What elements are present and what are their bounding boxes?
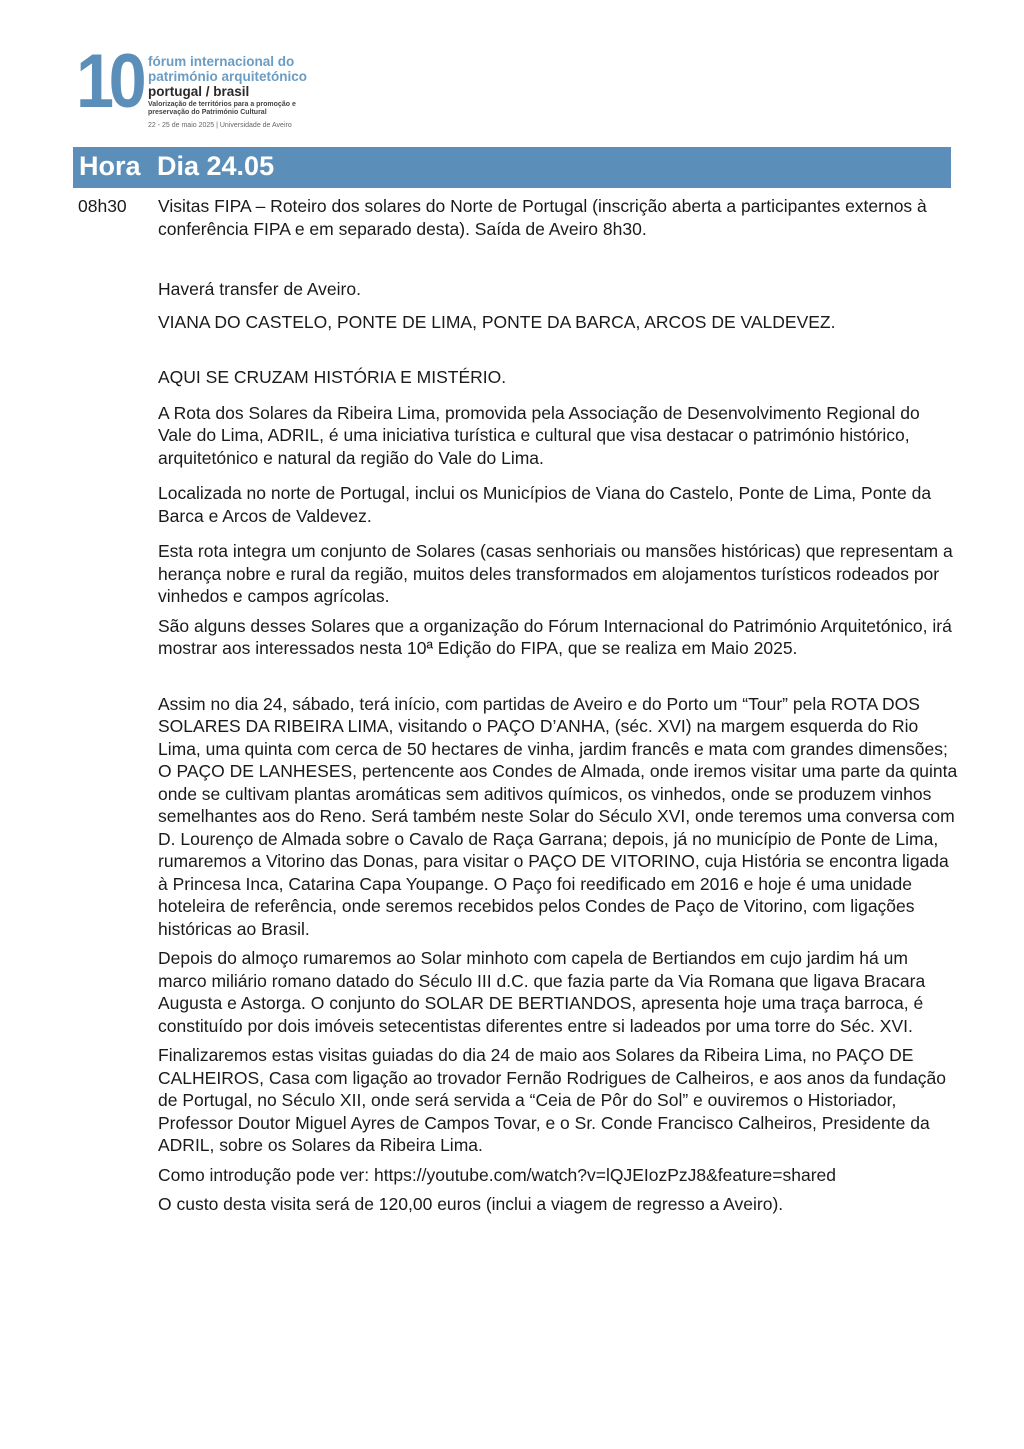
paragraph-rota: A Rota dos Solares da Ribeira Lima, promovida pela Associação de Desenvolvimento Regional do Vale do Lima, ADRIL, é uma iniciativa turística e cultural que visa destacar o património histórico, arquitetónico e natural da região do Vale do Lima. — [158, 402, 920, 468]
logo-number: 10 — [76, 39, 142, 124]
logo-subtitle-1: Valorização de territórios para a promoção e — [148, 101, 296, 108]
header-hora: Hora — [79, 151, 141, 181]
paragraph-tour: Assim no dia 24, sábado, terá início, com partidas de Aveiro e do Porto um “Tour” pela ROTA DOS SOLARES DA RIBEIRA LIMA, visitando o PAÇO D’ANHA, (séc. XVI) na margem esquerda do Rio Lima, uma quinta com cerca de 50 hectares de vinha, jardim francês e mata com grandes dimensões; O PAÇO DE LANHESES, pertencente aos Condes de Almada, onde iremos visitar uma parte da quinta onde se cultivam plantas aromáticas sem aditivos químicos, os vinhedos, onde se produzem vinhos semelhantes aos do Reno. Será também neste Solar do Século XVI, onde teremos uma conversa com D. Lourenço de Almada sobre o Cavalo de Raça Garrana; depois, já no município de Ponte de Lima, rumaremos a Vitorino das Donas, para visitar o PAÇO DE VITORINO, cuja História se encontra ligada à Princesa Inca, Catarina Capa Youpange. O Paço foi reedificado em 2016 e hoje é uma unidade hoteleira de referência, onde seremos recebidos pelos Condes de Paço de Vitorino, com ligações históricas ao Brasil. — [158, 693, 958, 939]
paragraph-almoco: Depois do almoço rumaremos ao Solar minhoto com capela de Bertiandos em cujo jardim há um marco miliário romano datado do Século III d.C. que fazia parte da Via Romana que ligava Bracara Augusta e Astorga. O conjunto do SOLAR DE BERTIANDOS, apresenta hoje uma traça barroca, é constituído por dois imóveis setecentistas diferentes entre si ladeados por uma torre do Séc. XVI. — [158, 948, 926, 1036]
paragraph-finalizaremos: Finalizaremos estas visitas guiadas do dia 24 de maio aos Solares da Ribeira Lima, no PAÇO DE CALHEIROS, Casa com ligação ao trovador Fernão Rodrigues de Calheiros, e aos anos da fundação de Portugal, no Século XII, onde será servida a “Ceia de Pôr do Sol” e ouviremos o Historiador, Professor Doutor Miguel Ayres de Campos Tovar, e o Sr. Conde Francisco Calheiros, Presidente da ADRIL, sobre os Solares da Ribeira Lima. — [158, 1045, 946, 1155]
row-description — [158, 195, 958, 1216]
paragraph-localizada: Localizada no norte de Portugal, inclui os Municípios de Viana do Castelo, Ponte de Lima, Ponte da Barca e Arcos de Valdevez. — [158, 483, 932, 526]
paragraph-solares: Esta rota integra um conjunto de Solares (casas senhoriais ou mansões históricas) que representam a herança nobre e rural da região, muitos deles transformados em alojamentos turísticos rodeados por vinhedos e campos agrícolas. — [158, 541, 953, 606]
fipa-logo — [76, 39, 376, 132]
logo-line-2: património arquitetónico — [148, 69, 308, 84]
paragraph-locations: VIANA DO CASTELO, PONTE DE LIMA, PONTE DA BARCA, ARCOS DE VALDEVEZ. — [158, 311, 836, 332]
logo-line-3: portugal / brasil — [148, 84, 250, 99]
logo-subtitle-2: preservação do Património Cultural — [148, 109, 267, 116]
header-dia: Dia 24.05 — [157, 151, 275, 181]
row-time: 08h30 — [78, 196, 127, 216]
logo-text — [148, 54, 307, 130]
paragraph-intro: Visitas FIPA – Roteiro dos solares do Norte de Portugal (inscrição aberta a participantes externos à conferência FIPA e em separado desta). Saída de Aveiro 8h30. — [158, 196, 927, 239]
paragraph-custo: O custo desta visita será de 120,00 euros (inclui a viagem de regresso a Aveiro). — [158, 1194, 784, 1214]
schedule-header — [73, 147, 951, 188]
logo-dates: 22 - 25 de maio 2025 | Universidade de Aveiro — [148, 122, 292, 129]
paragraph-organizacao: São alguns desses Solares que a organização do Fórum Internacional do Património Arquitetónico, irá mostrar aos interessados nesta 10ª Edição do FIPA, que se realiza em Maio 2025. — [158, 615, 952, 658]
paragraph-link: Como introdução pode ver: https://youtube.com/watch?v=lQJEIozPzJ8&feature=shared — [158, 1164, 837, 1185]
paragraph-slogan: AQUI SE CRUZAM HISTÓRIA E MISTÉRIO. — [158, 367, 507, 387]
paragraph-transfer: Haverá transfer de Aveiro. — [158, 279, 361, 299]
logo-line-1: fórum internacional do — [148, 54, 295, 69]
